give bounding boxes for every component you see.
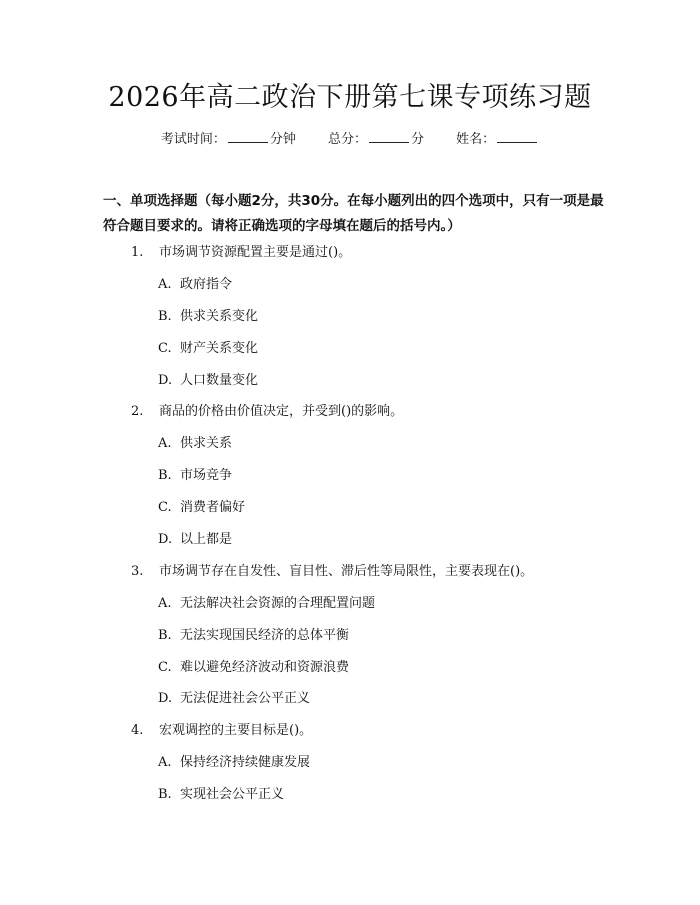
option-1a[interactable] [158,275,232,295]
option-letter: C. [158,341,172,356]
option-text: 财产关系变化 [180,341,259,356]
option-2c[interactable] [158,498,245,518]
option-text: 人口数量变化 [180,373,259,388]
option-letter: C. [158,500,172,515]
student-name-label: 姓名： [456,132,496,147]
question-number: 4. [131,723,144,738]
option-letter: A. [158,436,172,451]
option-4a[interactable] [158,753,310,773]
page-title: 2026年高二政治下册第七课专项练习题 [108,82,592,113]
option-text: 无法实现国民经济的总体平衡 [180,628,350,643]
option-letter: B. [158,628,172,643]
question-text: 宏观调控的主要目标是()。 [159,723,313,738]
option-letter: C. [158,660,172,675]
option-letter: B. [158,787,172,802]
option-letter: B. [158,309,172,324]
option-text: 政府指令 [180,277,233,292]
question-2 [131,402,403,422]
option-1c[interactable] [158,339,258,359]
student-name-blank[interactable] [497,130,537,143]
total-score-blank[interactable] [369,130,409,143]
question-text: 商品的价格由价值决定，并受到()的影响。 [159,404,404,419]
option-text: 供求关系变化 [180,309,259,324]
option-letter: D. [158,532,173,547]
option-letter: D. [158,373,173,388]
option-text: 市场竞争 [180,468,233,483]
total-score-label: 总分： [327,132,367,147]
question-text: 市场调节资源配置主要是通过()。 [159,245,352,260]
question-text: 市场调节存在自发性、盲目性、滞后性等局限性，主要表现在()。 [159,564,534,579]
option-3d[interactable] [158,689,310,709]
option-1d[interactable] [158,371,258,391]
option-letter: B. [158,468,172,483]
question-number: 3. [131,564,144,579]
option-4b[interactable] [158,785,284,805]
question-4 [131,721,312,741]
exam-time-unit: 分钟 [269,132,296,147]
option-letter: D. [158,691,173,706]
exam-info [0,130,700,150]
option-3a[interactable] [158,594,375,614]
question-3 [131,562,533,582]
option-2b[interactable] [158,466,232,486]
option-3c[interactable] [158,658,349,678]
option-1b[interactable] [158,307,258,327]
exam-time-blank[interactable] [228,130,268,143]
option-text: 难以避免经济波动和资源浪费 [180,660,350,675]
option-text: 实现社会公平正义 [180,787,285,802]
option-2a[interactable] [158,434,232,454]
question-number: 1. [131,245,144,260]
option-3b[interactable] [158,626,349,646]
question-number: 2. [131,404,144,419]
total-score-field [328,132,428,147]
option-letter: A. [158,596,172,611]
section-heading: 一、单项选择题（每小题2分，共30分。在每小题列出的四个选项中，只有一项是最符合题目要求的。请将正确选项的字母填在题后的括号内。） [103,193,604,234]
option-text: 供求关系 [180,436,233,451]
option-text: 无法促进社会公平正义 [180,691,311,706]
exam-time-label: 考试时间： [160,132,226,147]
option-letter: A. [158,277,172,292]
option-text: 以上都是 [180,532,233,547]
option-text: 无法解决社会资源的合理配置问题 [180,596,376,611]
option-2d[interactable] [158,530,232,550]
question-1 [131,243,351,263]
exam-time-field [161,132,300,147]
student-name-field [456,132,539,147]
option-text: 消费者偏好 [180,500,246,515]
total-score-unit: 分 [411,132,425,147]
option-text: 保持经济持续健康发展 [180,755,311,770]
option-letter: A. [158,755,172,770]
